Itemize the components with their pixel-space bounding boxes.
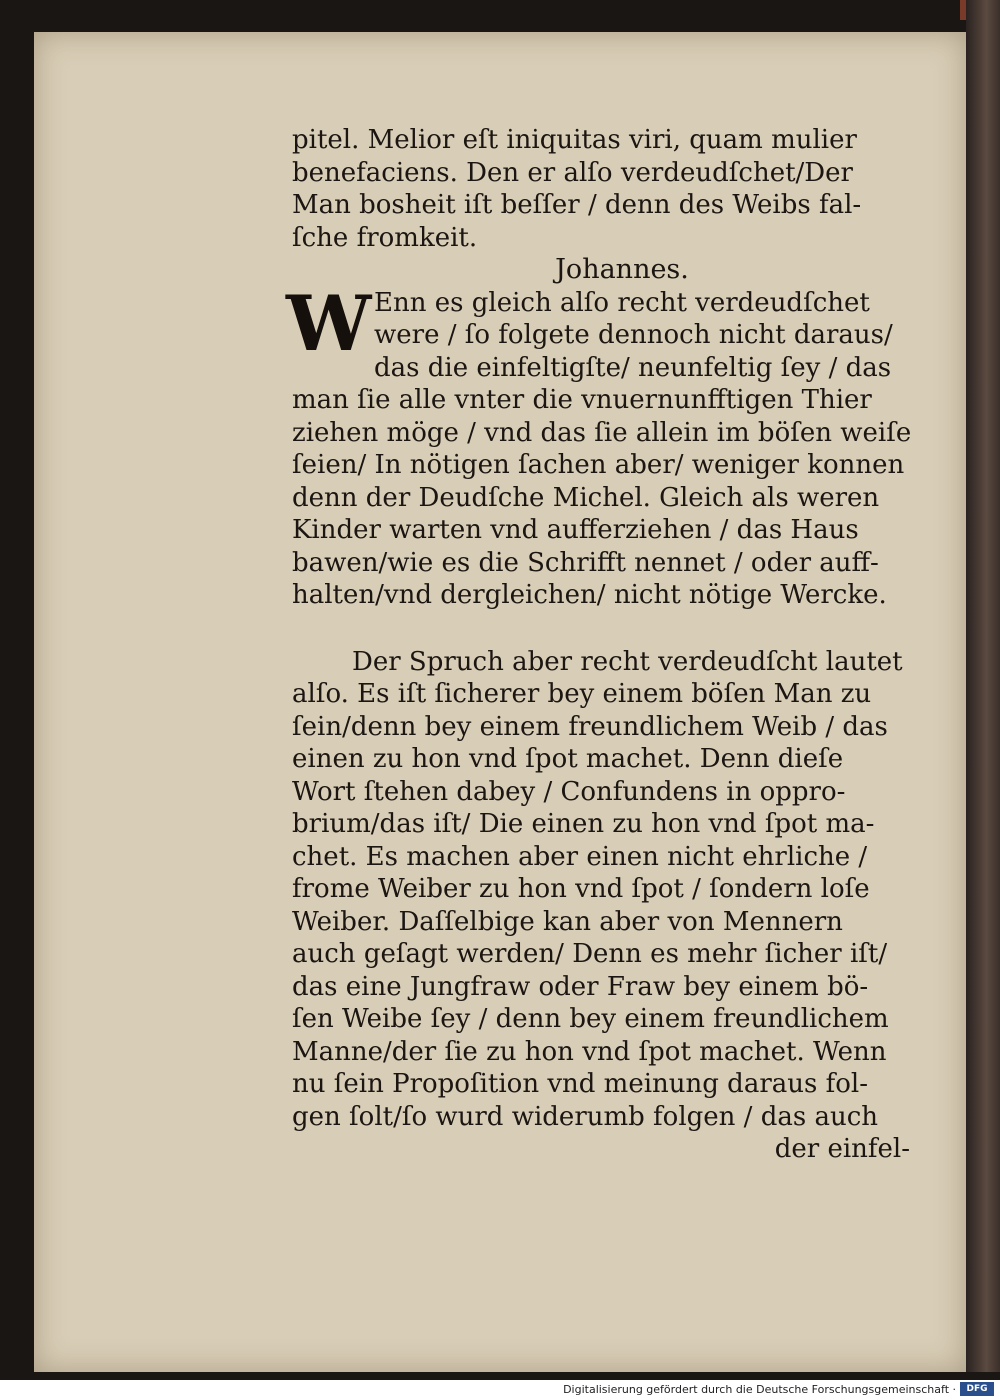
top-lines	[292, 124, 912, 254]
second-paragraph	[292, 646, 912, 1134]
text-line: nu ſein Propoſition vnd meinung daraus fol‐	[292, 1069, 868, 1099]
text-line: were / ſo folgete dennoch nicht daraus/	[374, 320, 893, 350]
text-line: alſo. Es iſt ſicherer bey einem böſen Man zu	[292, 679, 872, 709]
page-text	[286, 124, 912, 1166]
text-line: Wort ſtehen dabey / Confundens in oppro‐	[292, 776, 846, 807]
text-line: Enn es gleich alſo recht verdeudſchet	[374, 287, 870, 318]
text-line: ziehen möge / vnd das ſie allein im böſen weiſe	[292, 417, 912, 448]
text-line: chet. Es machen aber einen nicht ehrliche /	[292, 841, 868, 872]
section-heading: Johannes.	[555, 254, 689, 285]
text-line: auch geſagt werden/ Denn es mehr ſicher iſt/	[292, 939, 888, 969]
text-line: benefaciens. Den er alſo verdeudſchet/Der	[292, 157, 853, 188]
text-line: denn der Deudſche Michel. Gleich als weren	[292, 482, 880, 513]
text-line: Manne/der ſie zu hon vnd ſpot machet. Wenn	[292, 1036, 887, 1067]
text-line: man ſie alle vnter die vnuernunfftigen Thier	[292, 385, 872, 415]
text-line: ſeien/ In nötigen ſachen aber/ weniger konnen	[292, 450, 905, 480]
binding-edge	[966, 0, 1000, 1372]
drop-cap-initial: W	[286, 278, 372, 368]
text-line: das die einfeltigſte/ neunfeltig ſey / das	[374, 352, 892, 383]
text-line: halten/vnd dergleichen/ nicht nötige Wercke.	[292, 580, 887, 610]
text-line: ſche fromkeit.	[292, 222, 478, 253]
text-line: ſen Weibe ſey / denn bey einem freundlichem	[292, 1004, 889, 1034]
text-line: das eine Jungfraw oder Fraw bey einem bö‐	[292, 971, 869, 1002]
dfg-logo: DFG	[960, 1382, 994, 1396]
text-line: bawen/wie es die Schrifft nennet / oder auff‐	[292, 547, 879, 578]
text-line: ſein/denn bey einem freundlichem Weib / das	[292, 711, 888, 742]
text-line: Der Spruch aber recht verdeudſcht lautet	[352, 646, 903, 677]
text-line: Kinder warten vnd aufferziehen / das Haus	[292, 515, 859, 545]
middle-lines	[292, 352, 912, 612]
text-line: Man bosheit iſt beſſer / denn des Weibs fal‐	[292, 190, 862, 220]
text-line: gen ſolt/ſo wurd widerumb folgen / das auch	[292, 1101, 879, 1132]
text-line: brium/das iſt/ Die einen zu hon vnd ſpot ma‐	[292, 809, 875, 839]
paragraph-gap	[292, 612, 912, 646]
text-line: Weiber. Daſſelbige kan aber von Mennern	[292, 906, 843, 937]
text-line: pitel. Melior eſt iniquitas viri, quam mulier	[292, 125, 857, 155]
text-line: einen zu hon vnd ſpot machet. Denn dieſe	[292, 744, 844, 774]
funding-notice: Digitalisierung gefördert durch die Deutsche Forschungsgemeinschaft ·	[563, 1383, 956, 1396]
text-line: frome Weiber zu hon vnd ſpot / ſondern loſe	[292, 874, 870, 904]
catchword: der einfel‐	[774, 1134, 910, 1164]
